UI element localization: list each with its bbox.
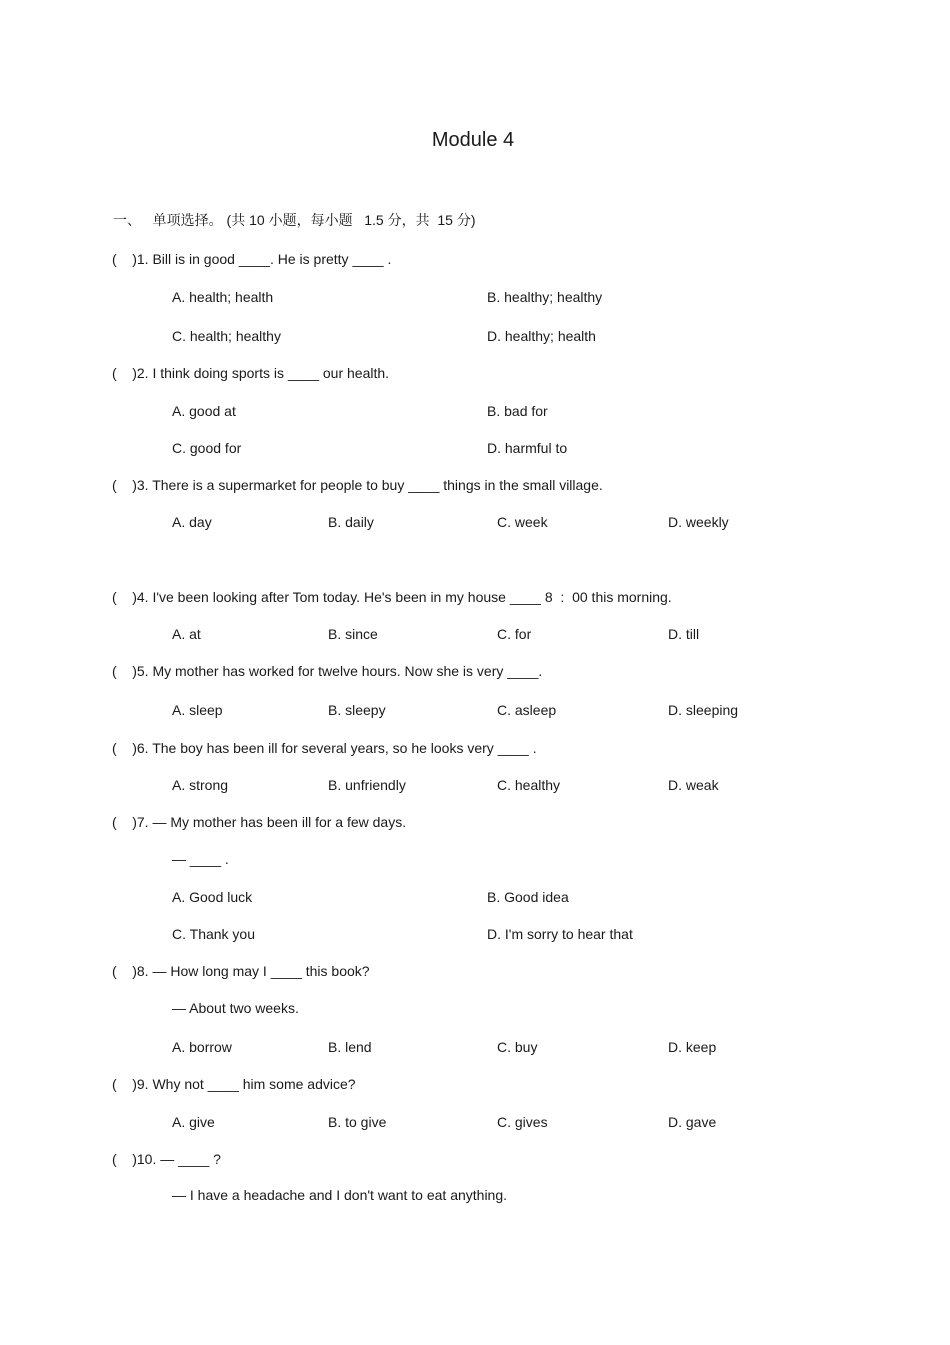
option-6c: C. healthy [497, 777, 561, 793]
option-9d: D. gave [668, 1114, 717, 1130]
question-7: ( )7. — My mother has been ill for a few days. [112, 814, 407, 830]
option-2a: A. good at [172, 403, 236, 419]
section-heading: 一、 单项选择。 (共 10 小题，每小题 1.5 分，共 15 分) [113, 212, 476, 228]
option-5d: D. sleeping [668, 702, 739, 718]
question-5: ( )5. My mother has worked for twelve hours. Now she is very ____. [112, 663, 543, 679]
option-9a: A. give [172, 1114, 215, 1130]
option-1d: D. healthy; health [487, 328, 596, 344]
option-2c: C. good for [172, 440, 242, 456]
question-4: ( )4. I've been looking after Tom today. He's been in my house ____ 8 : 00 this morning. [112, 589, 672, 605]
option-5a: A. sleep [172, 702, 223, 718]
question-8-reply: — About two weeks. [172, 1000, 299, 1016]
option-2d: D. harmful to [487, 440, 568, 456]
question-10: ( )10. — ____ ? [112, 1151, 221, 1167]
question-7-reply: — ____ . [172, 851, 229, 867]
option-1c: C. health; healthy [172, 328, 281, 344]
option-6b: B. unfriendly [328, 777, 406, 793]
question-2: ( )2. I think doing sports is ____ our health. [112, 365, 390, 381]
option-1a: A. health; health [172, 289, 274, 305]
option-5c: C. asleep [497, 702, 557, 718]
option-7b: B. Good idea [487, 889, 569, 905]
question-6: ( )6. The boy has been ill for several years, so he looks very ____ . [112, 740, 537, 756]
option-3c: C. week [497, 514, 548, 530]
option-6d: D. weak [668, 777, 719, 793]
option-8c: C. buy [497, 1039, 538, 1055]
option-7a: A. Good luck [172, 889, 253, 905]
question-8: ( )8. — How long may I ____ this book? [112, 963, 370, 979]
option-1b: B. healthy; healthy [487, 289, 603, 305]
option-8a: A. borrow [172, 1039, 232, 1055]
question-10-reply: — I have a headache and I don't want to eat anything. [172, 1187, 508, 1203]
option-7d: D. I'm sorry to hear that [487, 926, 633, 942]
option-8d: D. keep [668, 1039, 717, 1055]
option-2b: B. bad for [487, 403, 548, 419]
option-5b: B. sleepy [328, 702, 386, 718]
option-4c: C. for [497, 626, 532, 642]
option-4d: D. till [668, 626, 700, 642]
page-title: Module 4 [431, 129, 515, 151]
question-9: ( )9. Why not ____ him some advice? [112, 1076, 356, 1092]
option-3d: D. weekly [668, 514, 729, 530]
option-9c: C. gives [497, 1114, 548, 1130]
option-3b: B. daily [328, 514, 374, 530]
option-3a: A. day [172, 514, 212, 530]
option-9b: B. to give [328, 1114, 387, 1130]
question-3: ( )3. There is a supermarket for people to buy ____ things in the small village. [112, 477, 603, 493]
option-4b: B. since [328, 626, 378, 642]
option-6a: A. strong [172, 777, 229, 793]
question-1: ( )1. Bill is in good ____. He is pretty ____ . [112, 251, 392, 267]
option-4a: A. at [172, 626, 201, 642]
option-8b: B. lend [328, 1039, 372, 1055]
option-7c: C. Thank you [172, 926, 256, 942]
